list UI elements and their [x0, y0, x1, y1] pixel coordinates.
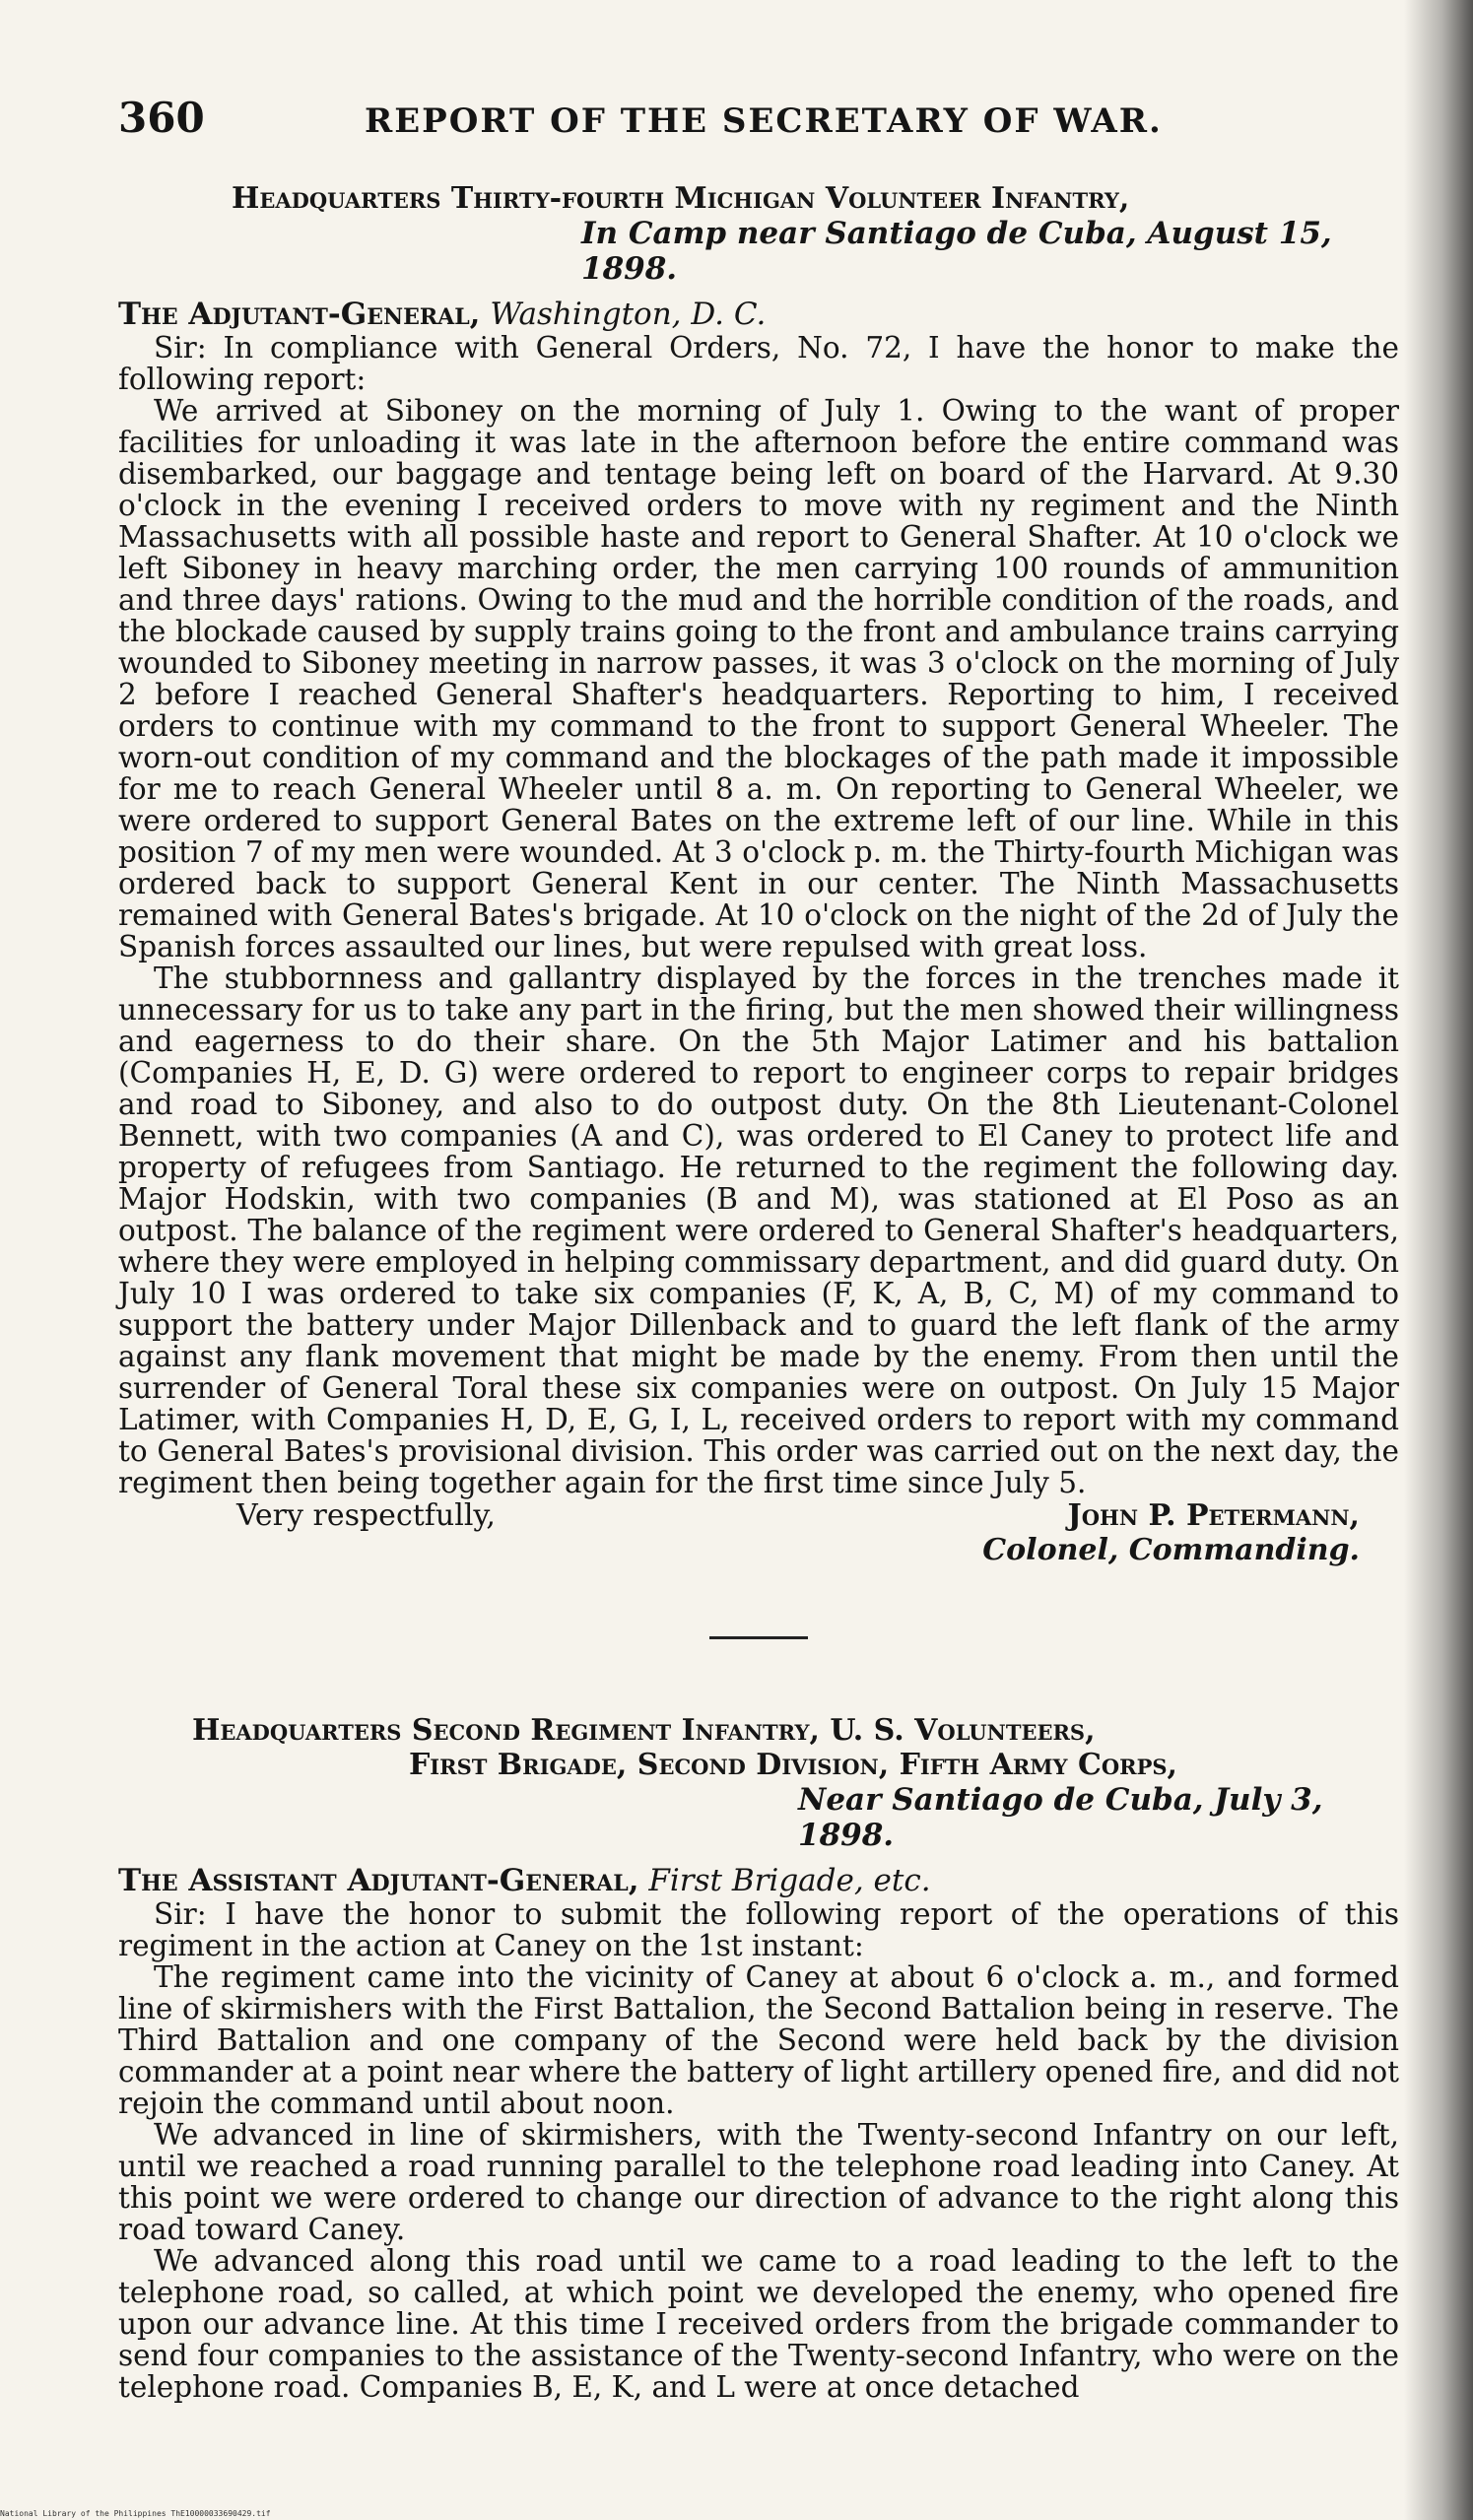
report1-paragraph: We arrived at Siboney on the morning of July 1. Owing to the want of proper facilities for unloading it was late in the afternoon before the entire command was disembarked, our baggage and tentage being left on board of the Harvard. At 9.30 o'clock in the evening I received orders to move with ny regiment and the Ninth Massachusetts with all possible haste and report to General Shafter. At 10 o'clock we left Siboney in heavy marching order, the men carrying 100 rounds of ammunition and three days' rations. Owing to the mud and the horrible condition of the roads, and the blockade caused by supply trains going to the front and ambulance trains carrying wounded to Siboney meeting in narrow passes, it was 3 o'clock on the morning of July 2 before I reached General Shafter's headquarters. Reporting to him, I received orders to continue with my command to the front to support General Wheeler. The worn-out condition of my command and the blockages of the path made it impossible for me to reach General Wheeler until 8 a. m. On reporting to General Wheeler, we were ordered to support General Bates on the extreme left of our line. While in this position 7 of my men were wounded. At 3 o'clock p. m. the Thirty-fourth Michigan was ordered back to support General Kent in our center. The Ninth Massachusetts remained with General Bates's brigade. At 10 o'clock on the night of the 2d of July the Spanish forces assaulted our lines, but were repulsed with great loss. — [118, 394, 1399, 963]
document-page — [118, 94, 1399, 2403]
running-title: REPORT OF THE SECRETARY OF WAR. — [365, 101, 1163, 141]
report1-addressee-place: Washington, D. C. — [490, 297, 767, 332]
report1-signer-title: Colonel, Commanding. — [982, 1533, 1360, 1567]
report2-addressee-place: First Brigade, etc. — [648, 1863, 931, 1898]
report2-heading-line1: Headquarters Second Regiment Infantry, U. S. Volunteers, — [192, 1713, 1096, 1748]
report2-paragraph: We advanced in line of skirmishers, with the Twenty-second Infantry on our left, until we reached a road running parallel to the telephone road leading into Caney. At this point we were ordered to change our direction of advance to the right along this road toward Caney. — [118, 2118, 1399, 2246]
report1-addressee — [118, 297, 1399, 332]
report1-dateline: In Camp near Santiago de Cuba, August 15, 1898. — [581, 216, 1332, 287]
report1-paragraph: The stubbornness and gallantry displayed by the forces in the trenches made it unnecessary for us to take any part in the firing, but the men showed their willingness and eagerness to do their share. On the 5th Major Latimer and his battalion (Companies H, E, D. G) were ordered to report to engineer corps to repair bridges and road to Siboney, and also to do outpost duty. On the 8th Lieutenant-Colonel Bennett, with two companies (A and C), was ordered to El Caney to protect life and property of refugees from Santiago. He returned to the regiment the following day. Major Hodskin, with two companies (B and M), was stationed at El Poso as an outpost. The balance of the regiment were ordered to General Shafter's headquarters, where they were employed in helping commissary department, and did guard duty. On July 10 I was ordered to take six companies (F, K, A, B, C, M) of my command to support the battery under Major Dillenback and to guard the left flank of the army against any flank movement that might be made by the enemy. From then until the surrender of General Toral these six companies were on outpost. On July 15 Major Latimer, with Companies H, D, E, G, I, L, received orders to report with my command to General Bates's provisional division. This order was carried out on the next day, the regiment then being together again for the first time since July 5. — [118, 962, 1399, 1499]
report2-addressee-title: The Assistant Adjutant-General, — [118, 1863, 639, 1898]
running-header — [118, 94, 1399, 142]
report1-heading: Headquarters Thirty-fourth Michigan Volunteer Infantry, — [232, 181, 1130, 216]
scan-footer: National Library of the Philippines ThE10000033690429.tif — [0, 2509, 271, 2518]
report2-paragraph: Sir: I have the honor to submit the following report of the operations of this regiment in the action at Caney on the 1st instant: — [118, 1897, 1399, 1962]
page-number: 360 — [118, 94, 205, 142]
report1-signer: John P. Petermann, — [1067, 1498, 1360, 1533]
report1-addressee-title: The Adjutant-General, — [118, 297, 481, 332]
report2-paragraph: We advanced along this road until we came to a road leading to the left to the telephone road, so called, at which point we developed the enemy, who opened fire upon our advance line. At this time I received orders from the brigade commander to send four companies to the assistance of the Twenty-second Infantry, who were on the telephone road. Companies B, E, K, and L were at once detached — [118, 2244, 1399, 2404]
report1-closing-line — [118, 1498, 1399, 1533]
report2-paragraph: The regiment came into the vicinity of Caney at about 6 o'clock a. m., and formed line of skirmishers with the First Battalion, the Second Battalion being in reserve. The Third Battalion and one company of the Second were held back by the division commander at a point near where the battery of light artillery opened fire, and did not rejoin the command until about noon. — [118, 1960, 1399, 2120]
report2-dateline: Near Santiago de Cuba, July 3, 1898. — [798, 1782, 1323, 1853]
report2-addressee — [118, 1863, 1399, 1898]
report2-heading-line2: First Brigade, Second Division, Fifth Army Corps, — [409, 1748, 1178, 1782]
report1-closing: Very respectfully, — [236, 1498, 496, 1533]
report1-paragraph: Sir: In compliance with General Orders, No. 72, I have the honor to make the following report: — [118, 331, 1399, 396]
page-edge-shadow — [1404, 0, 1473, 2520]
section-divider — [709, 1636, 808, 1639]
